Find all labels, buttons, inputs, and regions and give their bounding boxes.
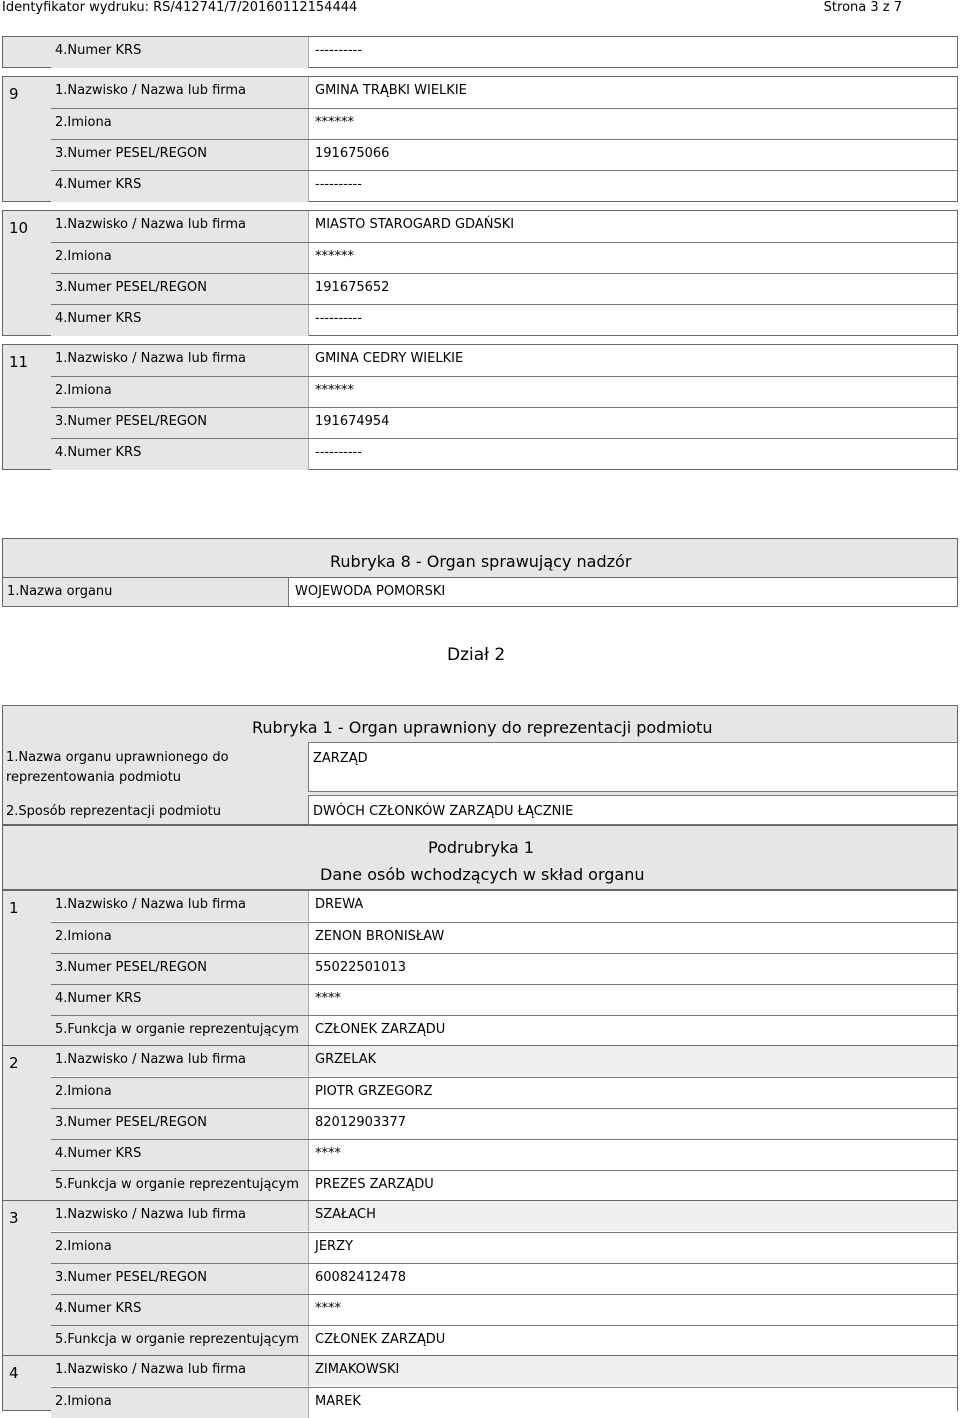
rubryka1-title: Rubryka 1 - Organ uprawniony do reprezentacji podmiotu bbox=[252, 718, 713, 737]
field-label: 4.Numer KRS bbox=[51, 37, 308, 68]
field-value: PREZES ZARZĄDU bbox=[308, 1171, 957, 1201]
field-value: ****** bbox=[308, 243, 957, 274]
entity-group bbox=[2, 210, 958, 336]
field-label: 1.Nazwisko / Nazwa lub firma bbox=[51, 1201, 308, 1231]
field-label: 5.Funkcja w organie reprezentującym bbox=[51, 1171, 308, 1201]
field-value: SZAŁACH bbox=[308, 1201, 957, 1231]
page-number: Strona 3 z 7 bbox=[823, 0, 902, 15]
field-value: ---------- bbox=[308, 439, 957, 470]
print-identifier: Identyfikator wydruku: RS/412741/7/20160112154444 bbox=[2, 0, 358, 15]
rubryka8-title: Rubryka 8 - Organ sprawujący nadzór bbox=[330, 552, 632, 571]
field-value: GRZELAK bbox=[308, 1046, 957, 1076]
field-row bbox=[51, 273, 957, 305]
field-row bbox=[51, 891, 957, 921]
field-label: 3.Numer PESEL/REGON bbox=[51, 1264, 308, 1294]
organ-label: 1.Nazwa organu uprawnionego do reprezentowania podmiotu bbox=[6, 750, 229, 785]
field-label: 4.Numer KRS bbox=[51, 1295, 308, 1325]
rubryka8-value: WOJEWODA POMORSKI bbox=[288, 578, 445, 606]
field-label: 1.Nazwisko / Nazwa lub firma bbox=[51, 77, 308, 108]
field-value: JERZY bbox=[308, 1233, 957, 1263]
field-label: 2.Imiona bbox=[51, 1388, 308, 1418]
representation-value bbox=[308, 795, 958, 825]
field-label: 4.Numer KRS bbox=[51, 439, 308, 470]
field-value: CZŁONEK ZARZĄDU bbox=[308, 1326, 957, 1356]
field-value: 191675066 bbox=[308, 140, 957, 171]
field-row bbox=[51, 953, 957, 984]
field-label: 1.Nazwisko / Nazwa lub firma bbox=[51, 1356, 308, 1386]
field-row bbox=[51, 345, 957, 376]
field-value: GMINA CEDRY WIELKIE bbox=[308, 345, 957, 376]
field-value: ---------- bbox=[308, 171, 957, 202]
field-row bbox=[51, 1201, 957, 1231]
field-row bbox=[51, 1015, 957, 1046]
field-label: 4.Numer KRS bbox=[51, 1140, 308, 1170]
field-row bbox=[51, 77, 957, 108]
dzial-title: Dział 2 bbox=[447, 645, 506, 665]
field-row bbox=[51, 1170, 957, 1201]
field-label: 3.Numer PESEL/REGON bbox=[51, 408, 308, 439]
field-label: 1.Nazwisko / Nazwa lub firma bbox=[51, 891, 308, 921]
field-value: MAREK bbox=[308, 1388, 957, 1418]
field-label: 2.Imiona bbox=[51, 243, 308, 274]
field-value: ****** bbox=[308, 109, 957, 140]
rubryka8-row bbox=[2, 577, 958, 607]
field-label: 3.Numer PESEL/REGON bbox=[51, 954, 308, 984]
field-row bbox=[51, 1325, 957, 1356]
entity-number: 9 bbox=[3, 77, 51, 201]
person-number: 2 bbox=[3, 1046, 51, 1200]
field-label: 4.Numer KRS bbox=[51, 985, 308, 1015]
field-value: DREWA bbox=[308, 891, 957, 921]
entity-group bbox=[2, 76, 958, 202]
field-row bbox=[51, 242, 957, 274]
person-group bbox=[2, 1200, 958, 1356]
field-label: 2.Imiona bbox=[51, 1233, 308, 1263]
field-value: CZŁONEK ZARZĄDU bbox=[308, 1016, 957, 1046]
field-label: 2.Imiona bbox=[51, 923, 308, 953]
field-label: 2.Imiona bbox=[51, 109, 308, 140]
field-row bbox=[51, 304, 957, 336]
field-value: ---------- bbox=[308, 37, 957, 68]
entity-group-partial bbox=[2, 36, 958, 68]
entity-number: 11 bbox=[3, 345, 51, 469]
field-row bbox=[51, 438, 957, 470]
field-row bbox=[51, 211, 957, 242]
field-row bbox=[51, 170, 957, 202]
rubryka8-label: 1.Nazwa organu bbox=[3, 578, 288, 606]
field-value: 60082412478 bbox=[308, 1264, 957, 1294]
field-value: ZIMAKOWSKI bbox=[308, 1356, 957, 1386]
field-label: 5.Funkcja w organie reprezentującym bbox=[51, 1016, 308, 1046]
field-label: 3.Numer PESEL/REGON bbox=[51, 140, 308, 171]
representation-value-text: DWÓCH CZŁONKÓW ZARZĄDU ŁĄCZNIE bbox=[313, 804, 574, 819]
field-row bbox=[51, 407, 957, 439]
field-value: PIOTR GRZEGORZ bbox=[308, 1078, 957, 1108]
field-row bbox=[51, 1077, 957, 1108]
field-value: 55022501013 bbox=[308, 954, 957, 984]
field-value: 82012903377 bbox=[308, 1109, 957, 1139]
field-value: ****** bbox=[308, 377, 957, 408]
field-row bbox=[51, 1046, 957, 1076]
field-label: 4.Numer KRS bbox=[51, 171, 308, 202]
field-row bbox=[51, 1232, 957, 1263]
field-row bbox=[51, 922, 957, 953]
field-label: 1.Nazwisko / Nazwa lub firma bbox=[51, 211, 308, 242]
field-row bbox=[51, 984, 957, 1015]
field-label: 2.Imiona bbox=[51, 377, 308, 408]
field-row bbox=[51, 108, 957, 140]
field-value: **** bbox=[308, 1140, 957, 1170]
field-value: **** bbox=[308, 985, 957, 1015]
page-header bbox=[0, 0, 960, 16]
podrubryka-title: Podrubryka 1 bbox=[428, 838, 534, 857]
person-group bbox=[2, 890, 958, 1046]
field-label: 2.Imiona bbox=[51, 1078, 308, 1108]
field-row bbox=[51, 376, 957, 408]
field-label: 3.Numer PESEL/REGON bbox=[51, 1109, 308, 1139]
entity-number bbox=[3, 37, 51, 67]
field-label: 1.Nazwisko / Nazwa lub firma bbox=[51, 345, 308, 376]
field-row bbox=[51, 1139, 957, 1170]
person-number: 3 bbox=[3, 1201, 51, 1355]
organ-value-text: ZARZĄD bbox=[313, 751, 368, 766]
person-number: 4 bbox=[3, 1356, 51, 1410]
person-number: 1 bbox=[3, 891, 51, 1045]
representation-label: 2.Sposób reprezentacji podmiotu bbox=[6, 804, 221, 819]
field-row bbox=[51, 1387, 957, 1418]
field-row bbox=[51, 1263, 957, 1294]
field-value: GMINA TRĄBKI WIELKIE bbox=[308, 77, 957, 108]
field-row bbox=[51, 139, 957, 171]
field-value: **** bbox=[308, 1295, 957, 1325]
field-value: ZENON BRONISŁAW bbox=[308, 923, 957, 953]
field-label: 1.Nazwisko / Nazwa lub firma bbox=[51, 1046, 308, 1076]
field-label: 5.Funkcja w organie reprezentującym bbox=[51, 1326, 308, 1356]
field-row bbox=[51, 1356, 957, 1386]
field-value: MIASTO STAROGARD GDAŃSKI bbox=[308, 211, 957, 242]
field-value: 191675652 bbox=[308, 274, 957, 305]
podrubryka-subtitle: Dane osób wchodzących w skład organu bbox=[320, 865, 645, 884]
entity-group bbox=[2, 344, 958, 470]
person-group bbox=[2, 1045, 958, 1201]
field-row bbox=[51, 1294, 957, 1325]
organ-value bbox=[308, 742, 958, 792]
entity-number: 10 bbox=[3, 211, 51, 335]
field-value: 191674954 bbox=[308, 408, 957, 439]
field-value: ---------- bbox=[308, 305, 957, 336]
field-row bbox=[51, 37, 957, 68]
person-group bbox=[2, 1355, 958, 1411]
field-row bbox=[51, 1108, 957, 1139]
field-label: 4.Numer KRS bbox=[51, 305, 308, 336]
field-label: 3.Numer PESEL/REGON bbox=[51, 274, 308, 305]
